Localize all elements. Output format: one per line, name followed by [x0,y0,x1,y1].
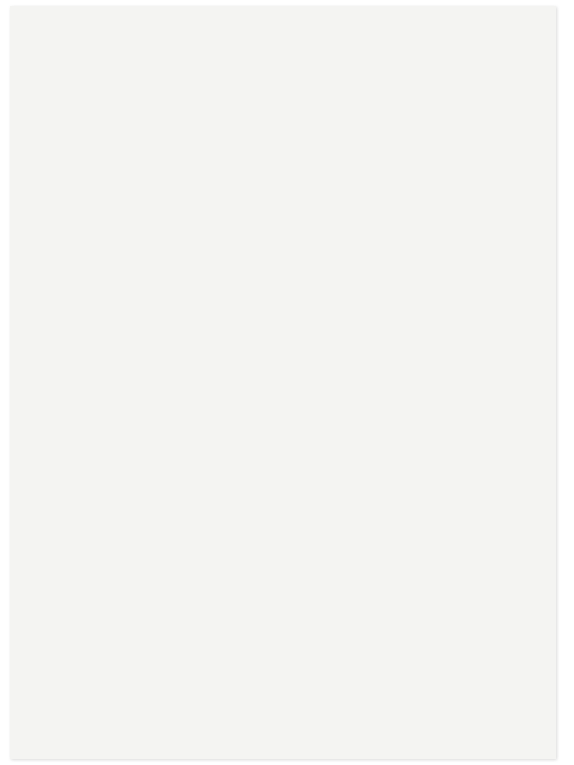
book-page [10,6,556,759]
